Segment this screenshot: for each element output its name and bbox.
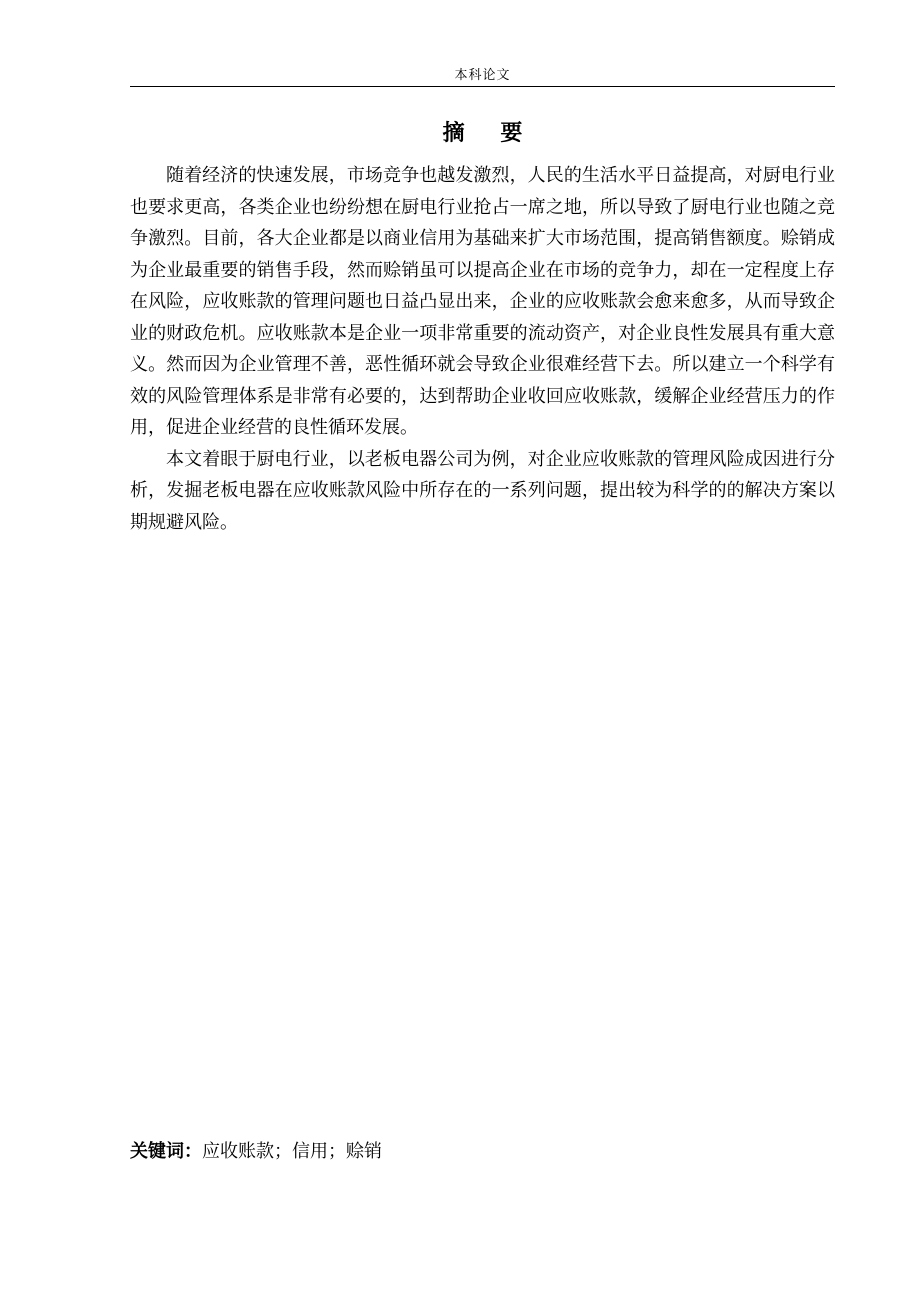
abstract-title: 摘 要 [442, 120, 537, 146]
keywords-line [130, 1138, 835, 1166]
abstract-body [130, 160, 835, 538]
keywords-value: 应收账款；信用；赊销 [202, 1141, 382, 1162]
header-text: 本科论文 [454, 68, 511, 83]
abstract-paragraph-1: 随着经济的快速发展，市场竞争也越发激烈，人民的生活水平日益提高，对厨电行业也要求更高，各类企业也纷纷想在厨电行业抢占一席之地，所以导致了厨电行业也随之竞争激烈。目前，各大企业都是以商业信用为基础来扩大市场范围，提高销售额度。赊销成为企业最重要的销售手段，然而赊销虽可以提高企业在市场的竞争力，却在一定程度上存在风险，应收账款的管理问题也日益凸显出来，企业的应收账款会愈来愈多，从而导致企业的财政危机。应收账款本是企业一项非常重要的流动资产，对企业良性发展具有重大意义。然而因为企业管理不善，恶性循环就会导致企业很难经营下去。所以建立一个科学有效的风险管理体系是非常有必要的，达到帮助企业收回应收账款，缓解企业经营压力的作用，促进企业经营的良性循环发展。 [130, 165, 835, 438]
keywords-label: 关键词： [130, 1141, 202, 1162]
page-header [130, 64, 835, 87]
abstract-paragraph-2: 本文着眼于厨电行业，以老板电器公司为例，对企业应收账款的管理风险成因进行分析，发掘老板电器在应收账款风险中所存在的一系列问题，提出较为科学的的解决方案以期规避风险。 [130, 448, 835, 533]
